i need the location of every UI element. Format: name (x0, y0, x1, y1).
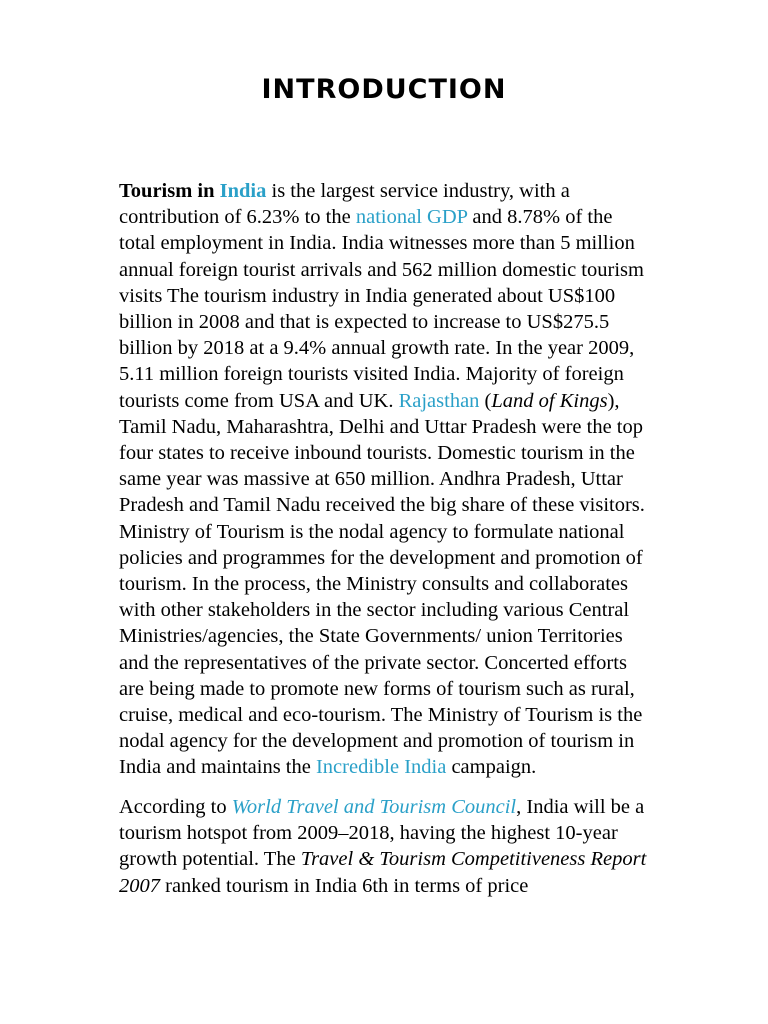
text-line: Ministries/agencies, the State Governments/ union Territories (119, 625, 623, 648)
text-line: with other stakeholders in the sector including various Central (119, 599, 630, 622)
text-line: and the representatives of the private sector. Concerted efforts (119, 651, 627, 674)
text-run: tourists come from USA and UK. (119, 389, 399, 412)
text-line: billion in 2008 and that is expected to increase to US$275.5 (119, 311, 610, 334)
text-line: policies and programmes for the development and promotion of (119, 546, 643, 569)
text-run: is the largest service industry, with a (266, 180, 570, 202)
text-line: annual foreign tourist arrivals and 562 million domestic tourism (119, 258, 644, 281)
page-title: INTRODUCTION (261, 74, 507, 105)
text-run: and 8.78% of the (467, 206, 613, 229)
text-line: nodal agency for the development and promotion of tourism in (119, 730, 635, 753)
text-line (119, 873, 679, 899)
text-run: contribution of 6.23% to the (119, 206, 356, 229)
report-year-italic: 2007 (119, 874, 160, 897)
text-run: ranked tourism in India 6th in terms of price (160, 874, 529, 897)
text-line (119, 794, 679, 820)
link-rajasthan[interactable]: Rajasthan (398, 389, 480, 412)
paragraph-tourism-overview (119, 178, 679, 781)
paragraph-wttc (119, 794, 679, 899)
text-line: tourism hotspot from 2009–2018, having the highest 10-year (119, 822, 618, 845)
text-run: growth potential. The (119, 848, 301, 871)
link-india[interactable]: India (219, 180, 267, 202)
text-run: India and maintains the (119, 756, 316, 779)
report-title-italic: Travel & Tourism Competitiveness Report (300, 848, 647, 871)
text-line (119, 846, 679, 872)
text-line: tourism. In the process, the Ministry consults and collaborates (119, 573, 628, 596)
text-line: total employment in India. India witnesses more than 5 million (119, 232, 635, 255)
text-line: 5.11 million foreign tourists visited India. Majority of foreign (119, 363, 624, 386)
text-line (119, 754, 679, 780)
text-line: cruise, medical and eco-tourism. The Ministry of Tourism is the (119, 704, 643, 727)
text-run: ( (479, 389, 492, 412)
text-line: Tamil Nadu, Maharashtra, Delhi and Uttar Pradesh were the top (119, 415, 643, 438)
text-line (119, 178, 679, 204)
text-line: same year was massive at 650 million. Andhra Pradesh, Uttar (119, 468, 623, 491)
text-line: Pradesh and Tamil Nadu received the big share of these visitors. (119, 494, 645, 517)
text-run: , India will be a (516, 796, 645, 818)
text-line: billion by 2018 at a 9.4% annual growth rate. In the year 2009, (119, 337, 635, 360)
text-run: campaign. (446, 756, 537, 779)
text-run: ), (607, 389, 620, 412)
text-line: are being made to promote new forms of tourism such as rural, (119, 677, 635, 700)
text-run: According to (119, 796, 232, 818)
link-world-travel-tourism-council[interactable]: World Travel and Tourism Council (231, 796, 517, 818)
text-line: visits The tourism industry in India generated about US$100 (119, 284, 616, 307)
text-line (119, 204, 679, 230)
text-line: four states to receive inbound tourists. Domestic tourism in the (119, 442, 635, 465)
text-run: Tourism in (119, 180, 220, 202)
link-national-gdp[interactable]: national GDP (355, 206, 468, 229)
link-incredible-india[interactable]: Incredible India (315, 756, 447, 779)
text-run-italic: Land of Kings (491, 389, 608, 412)
text-line (119, 388, 679, 414)
text-line: Ministry of Tourism is the nodal agency to formulate national (119, 520, 625, 543)
